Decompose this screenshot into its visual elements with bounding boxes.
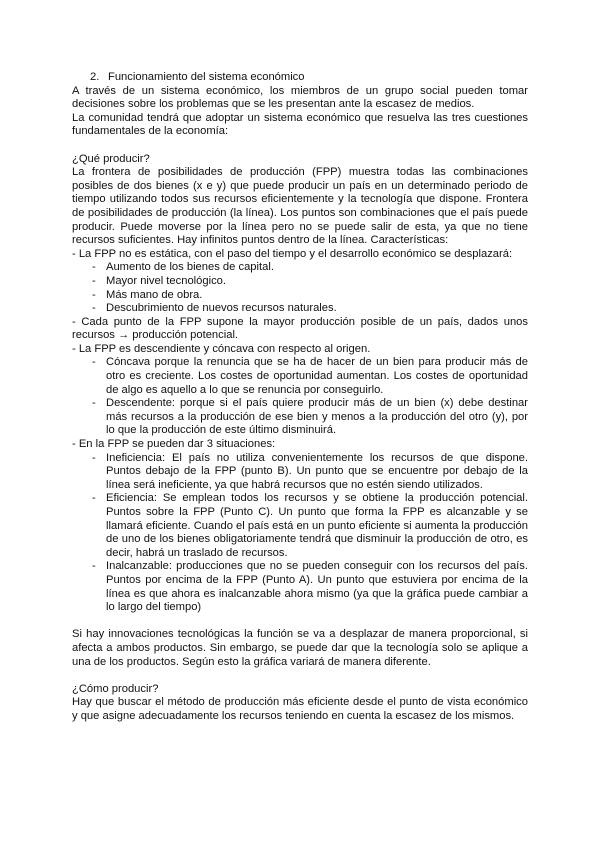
list-item: - Más mano de obra. (72, 289, 528, 303)
list-item: - Descendente: porque si el país quiere producir más de un bien (x) debe destinar más recursos a la producción de ese bien y menos a la producción del otro (y), por lo que la producción de este último disminuirá. (72, 397, 528, 438)
list-item: - Descubrimiento de nuevos recursos naturales. (72, 302, 528, 316)
intro-paragraph-2: La comunidad tendrá que adoptar un sistema económico que resuelva las tres cuestiones fundamentales de la economía: (72, 111, 528, 138)
que-producir-heading: ¿Qué producir? (72, 152, 150, 165)
characteristic-4-list (72, 452, 528, 615)
characteristic-3: - La FPP es descendiente y cóncava con respecto al origen. (72, 342, 371, 355)
list-item: - Eficiencia: Se emplean todos los recursos y se obtiene la producción potencial. Puntos sobre la FPP (Punto C). Un punto que forma la FPP es alcanzable y se llamará eficiente. Cuando el país está en un punto eficiente si aumenta la producción de uno de los bienes obligatoriamente tendrá que disminuir la producción de otro, es decir, habrá un traslado de recursos. (72, 492, 528, 560)
characteristic-1-list (72, 261, 528, 315)
technology-paragraph: Si hay innovaciones tecnológicas la función se va a desplazar de manera proporcional, si afecta a ambos productos. Sin embargo, se puede dar que la tecnología solo se aplique a una de los productos. Según esto la gráfica variará de manera diferente. (72, 628, 528, 668)
section-heading (72, 71, 528, 85)
section-title: Funcionamiento del sistema económico (108, 71, 305, 83)
fpp-paragraph: La frontera de posibilidades de producción (FPP) muestra todas las combinaciones posibles de dos bienes (x e y) que puede producir un país en un determinado periodo de tiempo utilizando todos sus recursos eficientemente y la tecnología que dispone. Frontera de posibilidades de producción (la línea). Los puntos son combinaciones que el país puede producir. Puede moverse por la línea pero no se puede salir de esta, ya que no tiene recursos suficientes. Hay infinitos puntos dentro de la línea. Características: (72, 166, 528, 247)
como-producir-heading: ¿Cómo producir? (72, 682, 159, 695)
characteristic-3-list (72, 356, 528, 438)
intro-paragraph-1: A través de un sistema económico, los miembros de un grupo social pueden tomar decisiones sobre los problemas que se les presentan ante la escasez de medios. (72, 84, 528, 111)
como-producir-paragraph: Hay que buscar el método de producción más eficiente desde el punto de vista económico y que asigne adecuadamente los recursos teniendo en cuenta la escasez de los mismos. (72, 696, 528, 722)
list-item: - Cóncava porque la renuncia que se ha de hacer de un bien para producir más de otro es creciente. Los costes de oportunidad aumentan. Los costes de oportunidad de algo es aquello a lo que se renuncia por conseguirlo. (72, 356, 528, 397)
characteristic-1: - La FPP no es estática, con el paso del tiempo y el desarrollo económico se desplazará: (72, 247, 513, 260)
list-item: - Inalcanzable: producciones que no se pueden conseguir con los recursos del país. Puntos por encima de la FPP (Punto A). Un punto que estuviera por encima de la línea es que ahora es inalcanzable ahora mismo (ya que la gráfica puede cambiar a lo largo del tiempo) (72, 560, 528, 614)
list-item: - Mayor nivel tecnológico. (72, 275, 528, 289)
list-item: - Ineficiencia: El país no utiliza convenientemente los recursos de que dispone. Puntos debajo de la FPP (punto B). Un punto que se encuentre por debajo de la línea será ineficiente, ya que habrá recursos que no estén siendo utilizados. (72, 452, 528, 493)
section-number: 2. (90, 71, 100, 83)
characteristic-2: - Cada punto de la FPP supone la mayor producción posible de un país, dados unos recursos → producción potencial. (72, 315, 528, 342)
list-item: - Aumento de los bienes de capital. (72, 261, 528, 275)
characteristic-4: - En la FPP se pueden dar 3 situaciones: (72, 438, 276, 451)
